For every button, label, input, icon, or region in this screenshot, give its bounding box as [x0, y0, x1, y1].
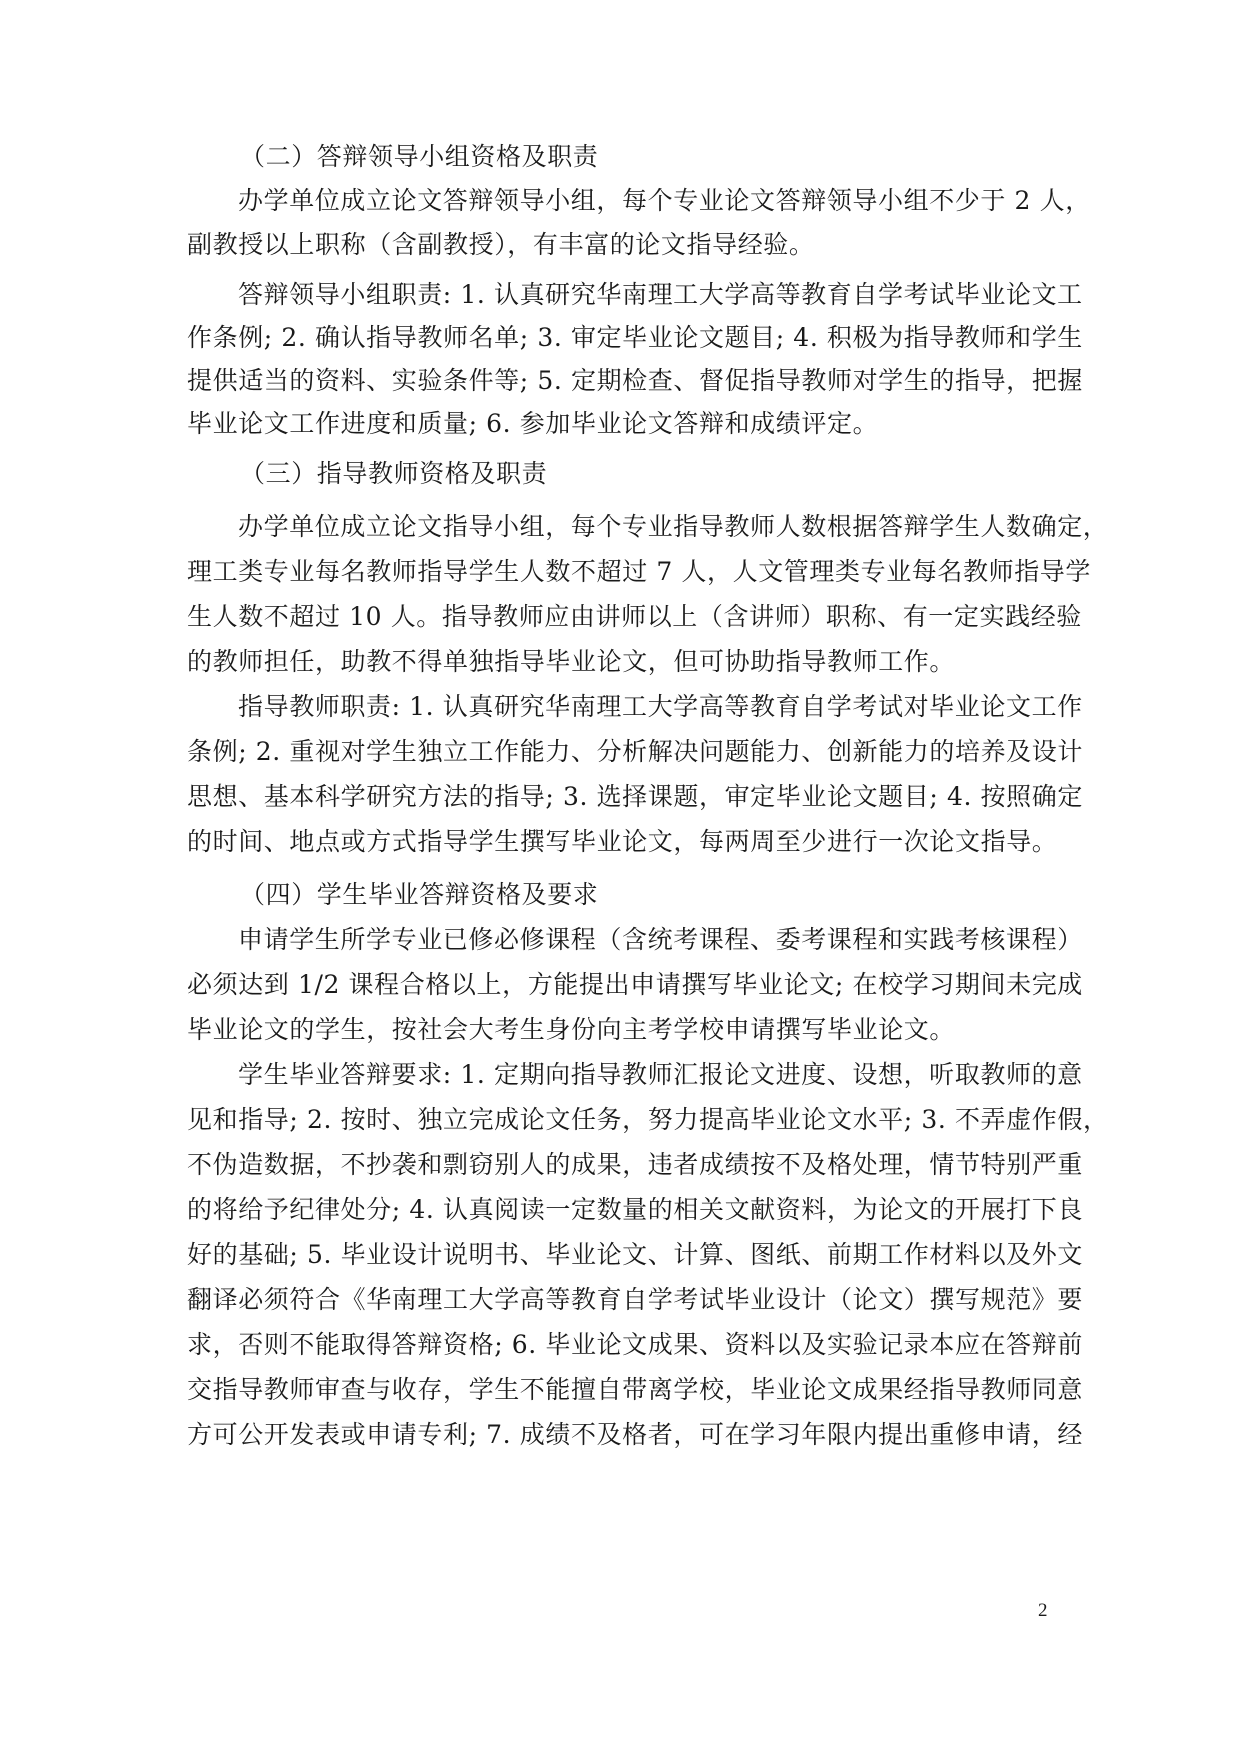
- paragraph-line: 思想、基本科学研究方法的指导; 3. 选择课题，审定毕业论文题目; 4. 按照确定: [187, 782, 1083, 811]
- paragraph-line: 办学单位成立论文指导小组，每个专业指导教师人数根据答辩学生人数确定，: [238, 512, 1109, 541]
- page-number: 2: [1038, 1600, 1048, 1621]
- paragraph-line: 作条例; 2. 确认指导教师名单; 3. 审定毕业论文题目; 4. 积极为指导教师和学生: [187, 323, 1083, 352]
- paragraph-line: 方可公开发表或申请专利; 7. 成绩不及格者，可在学习年限内提出重修申请，经: [187, 1420, 1083, 1449]
- paragraph-line: 理工类专业每名教师指导学生人数不超过 7 人，人文管理类专业每名教师指导学: [187, 557, 1092, 586]
- paragraph-line: 办学单位成立论文答辩领导小组，每个专业论文答辩领导小组不少于 2 人，: [238, 186, 1091, 215]
- paragraph-line: 副教授以上职称（含副教授），有丰富的论文指导经验。: [187, 230, 815, 259]
- paragraph-line: 申请学生所学专业已修必修课程（含统考课程、委考课程和实践考核课程）: [238, 925, 1083, 954]
- paragraph-line: 条例; 2. 重视对学生独立工作能力、分析解决问题能力、创新能力的培养及设计: [187, 737, 1083, 766]
- paragraph-line: 毕业论文的学生，按社会大考生身份向主考学校申请撰写毕业论文。: [187, 1015, 956, 1044]
- paragraph-line: 翻译必须符合《华南理工大学高等教育自学考试毕业设计（论文）撰写规范》要: [187, 1285, 1084, 1314]
- paragraph-line: 毕业论文工作进度和质量; 6. 参加毕业论文答辩和成绩评定。: [187, 409, 879, 438]
- paragraph-line: 好的基础; 5. 毕业设计说明书、毕业论文、计算、图纸、前期工作材料以及外文: [187, 1240, 1083, 1269]
- paragraph-line: 学生毕业答辩要求: 1. 定期向指导教师汇报论文进度、设想，听取教师的意: [238, 1060, 1083, 1089]
- paragraph-line: 生人数不超过 10 人。指导教师应由讲师以上（含讲师）职称、有一定实践经验: [187, 602, 1082, 631]
- paragraph-line: 见和指导; 2. 按时、独立完成论文任务，努力提高毕业论文水平; 3. 不弄虚作假，: [187, 1105, 1109, 1134]
- section-heading: （四）学生毕业答辩资格及要求: [240, 880, 599, 909]
- paragraph-line: 的教师担任，助教不得单独指导毕业论文，但可协助指导教师工作。: [187, 647, 956, 676]
- paragraph-line: 交指导教师审查与收存，学生不能擅自带离学校，毕业论文成果经指导教师同意: [187, 1375, 1084, 1404]
- paragraph-line: 不伪造数据，不抄袭和剽窃别人的成果，违者成绩按不及格处理，情节特别严重: [187, 1150, 1084, 1179]
- paragraph-line: 必须达到 1/2 课程合格以上，方能提出申请撰写毕业论文; 在校学习期间未完成: [187, 970, 1083, 999]
- paragraph-line: 的将给予纪律处分; 4. 认真阅读一定数量的相关文献资料，为论文的开展打下良: [187, 1195, 1083, 1224]
- paragraph-line: 的时间、地点或方式指导学生撰写毕业论文，每两周至少进行一次论文指导。: [187, 827, 1058, 856]
- section-heading: （二）答辩领导小组资格及职责: [240, 142, 599, 171]
- paragraph-line: 求，否则不能取得答辩资格; 6. 毕业论文成果、资料以及实验记录本应在答辩前: [187, 1330, 1083, 1359]
- paragraph-line: 答辩领导小组职责: 1. 认真研究华南理工大学高等教育自学考试毕业论文工: [238, 280, 1083, 309]
- paragraph-line: 指导教师职责: 1. 认真研究华南理工大学高等教育自学考试对毕业论文工作: [238, 692, 1083, 721]
- section-heading: （三）指导教师资格及职责: [240, 459, 548, 488]
- paragraph-line: 提供适当的资料、实验条件等; 5. 定期检查、督促指导教师对学生的指导，把握: [187, 366, 1083, 395]
